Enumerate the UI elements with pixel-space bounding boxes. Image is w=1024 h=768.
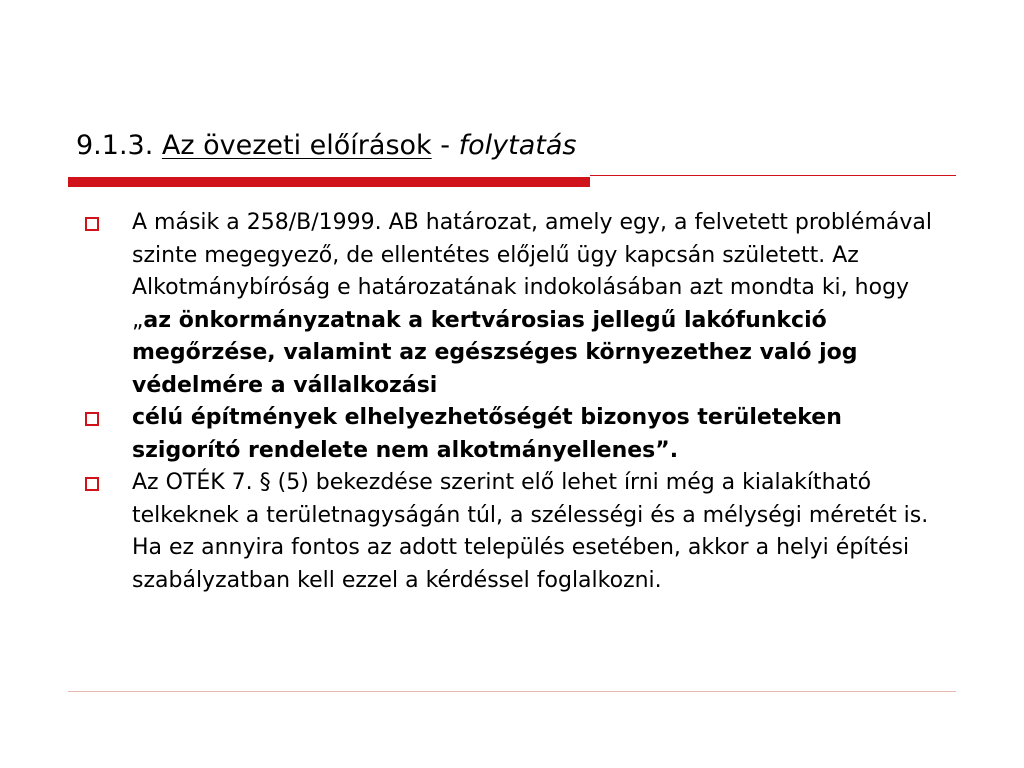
square-bullet-icon <box>85 412 99 426</box>
bullet-2-bold-text: célú építmények elhelyezhetőségét bizonyos területeken szigorító rendelete nem alkotmányellenes”. <box>132 405 842 463</box>
slide-title <box>76 128 576 164</box>
bullet-3-text: Az OTÉK 7. § (5) bekezdése szerint elő lehet írni még a kialakítható telkeknek a területnagyságán túl, a szélességi és a mélységi méretét is. Ha ez annyira fontos az adott település esetében, akkor a helyi építési szabályzatban kell ezzel a kérdéssel foglalkozni. <box>132 470 929 593</box>
title-separator: - <box>440 130 451 161</box>
title-main: Az övezeti előírások <box>161 130 432 161</box>
section-number: 9.1.3. <box>76 130 154 161</box>
title-subtitle: folytatás <box>458 130 577 161</box>
bullet-1-bold-text: az önkormányzatnak a kertvárosias jellegű lakófunkció megőrzése, valamint az egészséges környezethez való jog védelmére a vállalkozási <box>132 307 858 398</box>
bullet-item-2 <box>82 402 952 467</box>
bullet-1-text: A másik a 258/B/1999. AB határozat, amely egy, a felvetett problémával szinte megegyező, de ellentétes előjelű ügy kapcsán született. Az Alkotmánybíróság e határozatának indokolásában azt mondta ki, hogy „ <box>132 210 932 333</box>
bullet-item-3 <box>82 467 952 597</box>
square-bullet-icon <box>85 477 99 491</box>
footer-divider <box>68 691 956 692</box>
bullet-list <box>82 207 952 597</box>
bullet-item-1 <box>82 207 952 402</box>
title-underline-thick <box>68 177 590 187</box>
title-underline-thin <box>590 175 956 176</box>
square-bullet-icon <box>85 217 99 231</box>
